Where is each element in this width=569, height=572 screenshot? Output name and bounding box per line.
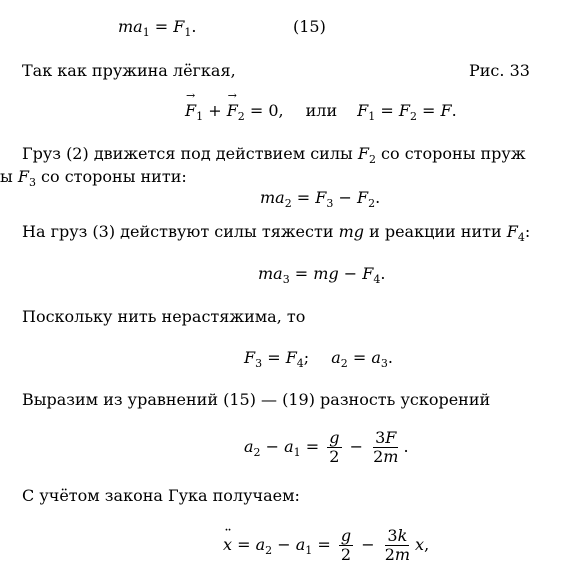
ma2-f3: F: [315, 188, 327, 207]
diff-eq: =: [300, 437, 325, 456]
diff-frac-g-over-2: [327, 429, 341, 466]
equation-ma3: [258, 264, 386, 290]
diff-frac2-num-coef: 3: [375, 428, 386, 447]
diff-frac2-den-var: m: [383, 447, 399, 466]
hooke-minus2: −: [356, 535, 380, 554]
hooke-frac2-num-coef: 3: [387, 526, 398, 545]
diff-a1: a: [284, 437, 294, 456]
eqeq-a2-sub: 2: [340, 357, 348, 370]
forces-f1-sub: 1: [368, 110, 376, 123]
forces-f2: F: [398, 101, 410, 120]
ma2-f3-sub: 3: [326, 197, 334, 210]
hooke-frac2-den: [383, 546, 412, 564]
ma2-period: .: [375, 188, 381, 207]
eq15-period: .: [191, 17, 197, 36]
equation-15: [118, 17, 197, 43]
hooke-a2: a: [255, 535, 266, 554]
para3-start: На груз (3) действуют силы тяжести: [22, 222, 339, 241]
eqeq-f3: F: [244, 348, 256, 367]
para2-line1-end: со стороны пруж: [375, 144, 526, 163]
para2-f3-sub: 3: [28, 176, 36, 189]
eqeq-a2: a: [331, 348, 341, 367]
hooke-eq: =: [232, 535, 256, 554]
hooke-xddot: ¨ x: [223, 526, 232, 564]
forces-period: .: [451, 101, 457, 120]
hooke-minus: −: [272, 535, 296, 554]
ma2-f2-sub: 2: [368, 197, 376, 210]
eqeq-f4: F: [285, 348, 297, 367]
para3-f4-sub: 4: [517, 231, 525, 244]
diff-a2: a: [244, 437, 254, 456]
hooke-a1-sub: 1: [305, 544, 313, 557]
equation-hooke: [223, 526, 429, 570]
hooke-a2-sub: 2: [265, 544, 273, 557]
forces-eq2: =: [416, 101, 441, 120]
hooke-frac2-den-coef: 2: [384, 545, 395, 564]
paragraph-hooke-law: С учётом закона Гука получаем:: [22, 486, 300, 505]
para3-mid: и реакции нити: [364, 222, 507, 241]
para3-f4: F: [506, 222, 518, 241]
ma3-period: .: [380, 264, 386, 283]
ma3-lhs: ma: [258, 264, 283, 283]
paragraph-express-difference: Выразим из уравнений (15) — (19) разность ускорений: [22, 390, 491, 409]
diff-frac2-num: [373, 429, 398, 448]
ma3-eq: =: [289, 264, 314, 283]
forces-plus: +: [203, 101, 227, 120]
forces-f1: F: [357, 101, 369, 120]
hooke-frac1-num: g: [340, 526, 352, 545]
eq15-equals: =: [149, 17, 174, 36]
vector-f1: → F: [185, 101, 196, 121]
forces-eq1: =: [375, 101, 399, 120]
hooke-frac-g-over-2: [339, 527, 353, 564]
paragraph-inextensible: Поскольку нить нерастяжима, то: [22, 307, 306, 326]
eqeq-f3-sub: 3: [255, 357, 263, 370]
para2-f2-sub: 2: [368, 153, 376, 166]
diff-minus: −: [260, 437, 285, 456]
eqeq-f4-sub: 4: [296, 357, 304, 370]
forces-or-word: или: [305, 101, 338, 120]
figure-label: Рис. 33: [469, 61, 530, 80]
para2-line2-end: со стороны нити:: [35, 167, 187, 186]
diff-a1-sub: 1: [293, 446, 301, 459]
para2-line1-start: Груз (2) движется под действием силы: [22, 144, 358, 163]
diff-frac2-den: [371, 448, 400, 466]
forces-f: F: [440, 101, 452, 120]
ma2-lhs: ma: [260, 188, 285, 207]
eq15-lhs: ma: [118, 17, 143, 36]
paragraph-load3: [22, 222, 530, 248]
eqeq-semicolon: ;: [303, 348, 310, 367]
para3-mg: mg: [338, 222, 364, 241]
hooke-frac2-num-var: k: [397, 526, 408, 545]
ma2-minus: −: [333, 188, 357, 207]
eq15-rhs-sub: 1: [184, 26, 192, 39]
paragraph-load2-line2: [0, 167, 187, 193]
forces-f2-sub: 2: [409, 110, 417, 123]
para2-line2-start: ы: [0, 167, 18, 186]
ma3-f4: F: [362, 264, 374, 283]
diff-period: .: [403, 437, 409, 456]
eqeq-eq: =: [262, 348, 286, 367]
eq15-lhs-sub: 1: [142, 26, 150, 39]
diff-frac2-num-var: F: [385, 428, 397, 447]
ma3-f4-sub: 4: [373, 273, 381, 286]
equation-number-15: (15): [293, 17, 326, 36]
vector-f2-sub: 2: [237, 110, 245, 123]
ma3-minus: −: [338, 264, 363, 283]
hooke-frac-3k-over-2m: [383, 527, 412, 564]
ma2-eq: =: [291, 188, 316, 207]
paragraph-spring-light: Так как пружина лёгкая,: [22, 61, 236, 80]
diff-frac1-den: 2: [329, 447, 340, 466]
hooke-comma: ,: [424, 535, 430, 554]
equation-ma2: [260, 188, 380, 214]
equation-forces-sum: [185, 101, 457, 127]
forces-eq-zero: = 0,: [244, 101, 284, 120]
hooke-eq2: =: [312, 535, 336, 554]
ma2-lhs-sub: 2: [284, 197, 292, 210]
eqeq-a3-sub: 3: [380, 357, 388, 370]
eqeq-eq2: =: [347, 348, 372, 367]
para3-end: :: [524, 222, 531, 241]
eqeq-period: .: [387, 348, 393, 367]
para2-f2: F: [357, 144, 369, 163]
equation-acceleration-difference: [244, 428, 409, 472]
diff-minus2: −: [344, 437, 369, 456]
hooke-x: x: [415, 535, 425, 554]
ma3-lhs-sub: 3: [282, 273, 290, 286]
hooke-a1: a: [295, 535, 306, 554]
hooke-frac2-den-var: m: [394, 545, 411, 564]
diff-frac1-num: g: [329, 428, 340, 447]
equation-equalities: [244, 348, 393, 374]
eqeq-a3: a: [371, 348, 381, 367]
eq15-rhs: F: [173, 17, 185, 36]
diff-a2-sub: 2: [253, 446, 261, 459]
vector-f1-sub: 1: [196, 110, 204, 123]
hooke-frac1-den: 2: [340, 545, 352, 564]
diff-frac2-den-coef: 2: [373, 447, 384, 466]
vector-f2: → F: [227, 101, 238, 121]
para2-f3: F: [17, 167, 29, 186]
ma3-mg: mg: [313, 264, 339, 283]
hooke-frac2-num: [385, 527, 409, 546]
ma2-f2: F: [356, 188, 369, 207]
diff-frac-3f-over-2m: [371, 429, 400, 466]
